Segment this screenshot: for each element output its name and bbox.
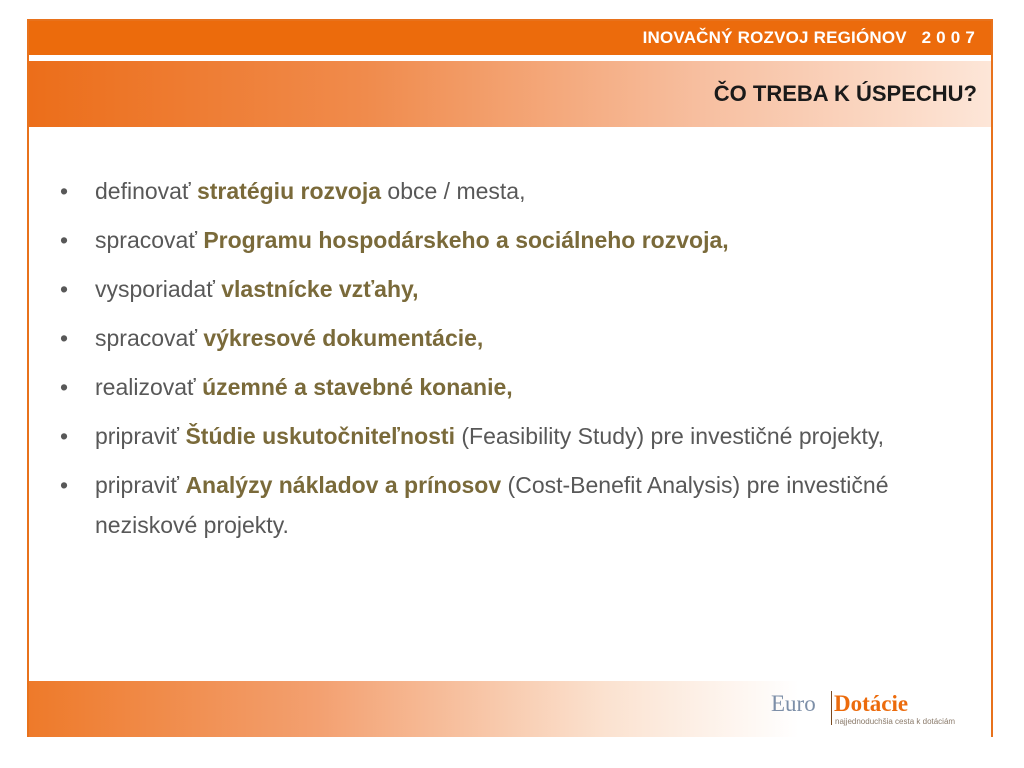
bullet-dot: • <box>60 423 69 449</box>
bullet-text: spracovať <box>95 325 204 351</box>
logo-dotacie-text: Dotácie <box>834 691 909 716</box>
title-band <box>29 61 991 127</box>
bullet-text: vysporiadať <box>95 276 222 302</box>
eurodotacie-logo <box>771 689 971 729</box>
bullet-dot: • <box>60 227 69 253</box>
bullet-text: pripraviť <box>95 472 186 498</box>
bullet-item <box>57 171 957 211</box>
bullet-text: obce / mesta, <box>381 178 526 204</box>
logo-tagline: najjednoduchšia cesta k dotáciám <box>835 717 956 726</box>
bullet-list <box>57 171 957 545</box>
bullet-text: pripraviť <box>95 423 186 449</box>
bullet-bold: Analýzy nákladov a prínosov <box>185 472 502 498</box>
bullet-bold: Programu hospodárskeho a sociálneho rozvoja, <box>203 227 729 253</box>
bullet-dot: • <box>60 374 69 400</box>
bullet-dot: • <box>60 276 69 302</box>
bullet-text: (Feasibility Study) pre investičné projekty, <box>454 423 885 449</box>
content-area <box>57 171 957 554</box>
bullet-bold: územné a stavebné konanie, <box>202 374 513 400</box>
bullet-text: definovať <box>95 178 197 204</box>
bullet-item <box>57 416 957 456</box>
slide-title: ČO TREBA K ÚSPECHU? <box>713 81 977 106</box>
logo-divider <box>831 691 832 725</box>
bullet-bold: stratégiu rozvoja <box>196 178 382 204</box>
slide-frame <box>27 19 993 737</box>
footer-band <box>29 681 991 737</box>
banner-text: INOVAČNÝ ROZVOJ REGIÓNOV 2 0 0 7 <box>642 28 975 47</box>
bullet-item <box>57 220 957 260</box>
bullet-item <box>57 367 957 407</box>
bullet-item <box>57 465 957 545</box>
bullet-item <box>57 269 957 309</box>
bullet-bold: vlastnícke vzťahy, <box>221 276 419 302</box>
bullet-dot: • <box>60 472 69 498</box>
bullet-item <box>57 318 957 358</box>
bullet-dot: • <box>60 178 69 204</box>
bullet-bold: Štúdie uskutočniteľnosti <box>185 423 455 449</box>
logo-euro-text: Euro <box>771 691 816 716</box>
bullet-dot: • <box>60 325 69 351</box>
bullet-bold: výkresové dokumentácie, <box>203 325 484 351</box>
top-banner <box>29 21 991 55</box>
bullet-text: (Cost-Benefit Analysis) pre investičné neziskové projekty. <box>95 472 889 538</box>
bullet-text: realizovať <box>95 374 203 400</box>
bullet-text: spracovať <box>95 227 204 253</box>
